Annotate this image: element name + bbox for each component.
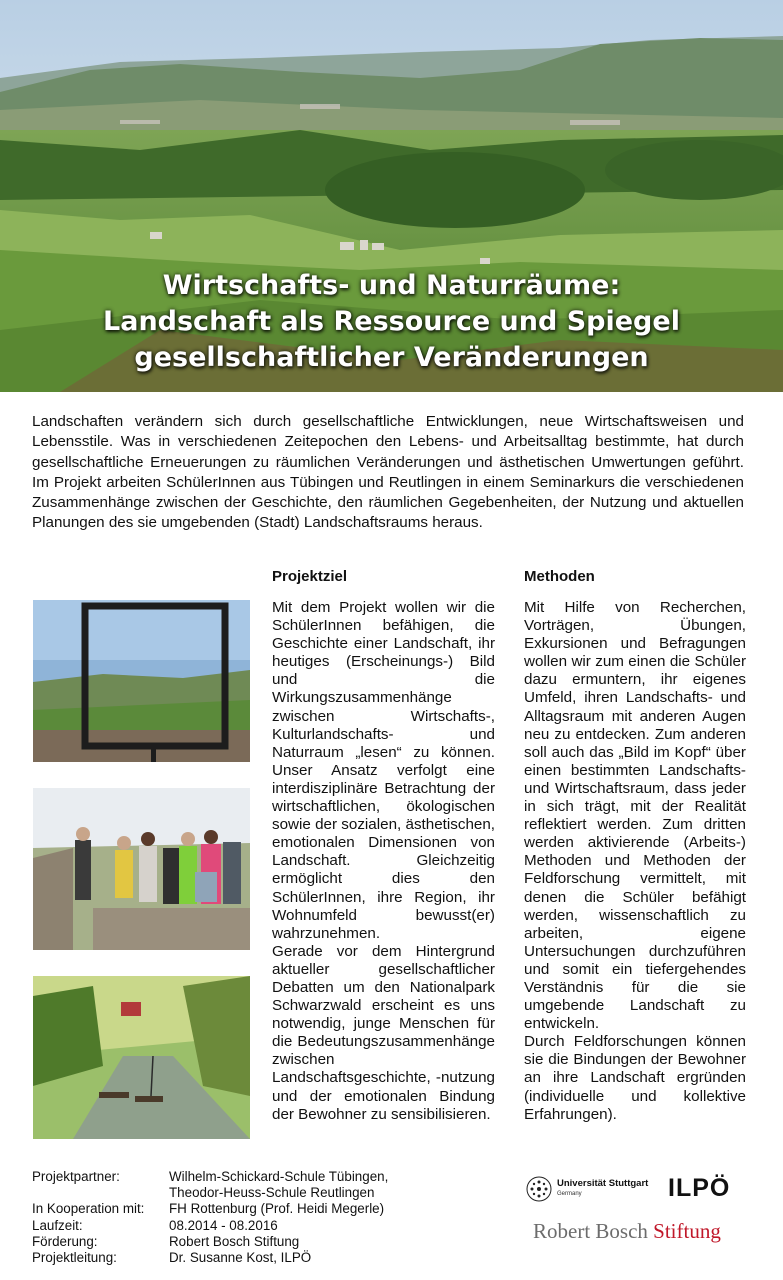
credit-row <box>32 1250 388 1266</box>
projektziel-section <box>272 567 495 1124</box>
methoden-paragraph: Durch Feldforschungen können sie die Bindungen der Bewohner an ihre Landschaft ergründen (individuelle und kollektive Erfahrungen). <box>524 1033 746 1123</box>
title-line: Landschaft als Ressource und Spiegel <box>103 306 680 337</box>
methoden-paragraph: Mit Hilfe von Recherchen, Vorträgen, Übungen, Exkursionen und Befragungen wollen wir zum einen die Schüler dazu ermuntern, ihr eigenes Umfeld, ihren Landschafts- und Alltagsraum mit anderen Augen neu zu entdecken. Zum anderen soll auch das „Bild im Kopf“ über einen bestimmten Landschafts- und Wirtschaftsraum, dass jeder in sich trägt, mit der Realität reflektiert werden. Zum dritten werden aktivierende (Arbeits-) Methoden und Methoden der Feldforschung vermittelt, mit denen die Schüler befähigt werden, wissenschaftlich zu arbeiten, eigene Untersuchungen durchzuführen und somit ein tiefergehendes Verständnis für die sie umgebende Landschaft zu entwickeln. <box>524 599 746 1033</box>
title-line: gesellschaftlicher Veränderungen <box>134 342 649 373</box>
photo-students-excursion <box>33 788 250 950</box>
credit-label <box>32 1185 169 1201</box>
credit-label: Projektpartner: <box>32 1169 120 1184</box>
photo-picture-frame <box>33 600 250 762</box>
projektziel-heading: Projektziel <box>272 568 348 585</box>
credit-row <box>32 1185 388 1201</box>
methoden-section <box>524 567 746 1124</box>
credit-value: 08.2014 - 08.2016 <box>169 1217 278 1233</box>
project-credits <box>32 1169 388 1266</box>
credit-value: Wilhelm-Schickard-Schule Tübingen, <box>169 1169 389 1184</box>
title-line: Wirtschafts- und Naturräume: <box>162 270 621 301</box>
bosch-name: Robert Bosch <box>533 1219 654 1243</box>
page-title <box>0 268 783 376</box>
credit-label: Laufzeit: <box>32 1217 83 1233</box>
credit-row <box>32 1234 388 1250</box>
credit-label: In Kooperation mit: <box>32 1201 145 1217</box>
university-stuttgart-logo <box>526 1176 648 1202</box>
university-name: Universität Stuttgart <box>557 1178 649 1189</box>
ilpo-logo: ILPÖ <box>668 1174 731 1202</box>
hero-banner <box>0 0 783 392</box>
credit-value: FH Rottenburg (Prof. Heidi Megerle) <box>169 1201 385 1217</box>
intro-text: Landschaften verändern sich durch gesellschaftliche Entwicklungen, neue Wirtschaftsweisen und Lebensstile. Was in verschiedenen Zeitepochen den Lebens- und Arbeitsalltag bestimmte, hat durch gesellschaftliche Erneuerungen zu räumlichen Veränderungen und ästhetischen Umwertungen geführt. Im Projekt arbeiten SchülerInnen aus Tübingen und Reutlingen in einem Seminarkurs die verschiedenen Zusammenhänge zwischen der Geschichte, den räumlichen Gegebenheiten, der Nutzung und aktuellen Planungen des sie umgebenden (Stadt) Landschaftsraums heraus. <box>32 413 744 532</box>
photo-river-boats <box>33 976 250 1139</box>
credit-value: Dr. Susanne Kost, ILPÖ <box>169 1250 312 1266</box>
bosch-stiftung: Stiftung <box>653 1219 721 1243</box>
credit-value: Theodor-Heuss-Schule Reutlingen <box>169 1185 375 1201</box>
credit-value: Robert Bosch Stiftung <box>169 1233 300 1249</box>
projektziel-paragraph: Gerade vor dem Hintergrund aktueller gesellschaftlicher Debatten um den Nationalpark Schwarzwald erscheint es uns notwendig, junge Menschen für die Bedeutungszusammenhänge zwischen Landschaftsgeschichte, -nutzung und der emotionalen Bindung der Bewohner zu sensibilisieren. <box>272 942 495 1123</box>
credit-label: Förderung: <box>32 1233 98 1249</box>
credit-row <box>32 1201 388 1217</box>
credit-row <box>32 1169 388 1185</box>
projektziel-paragraph: Mit dem Projekt wollen wir die SchülerInnen befähigen, die Geschichte einer Landschaft, ihr heutiges (Erscheinungs-) Bild und die Wirkungszusammenhänge zwischen Wirtschafts-, Kulturlandschafts- und Naturraum „lesen“ zu können. Unser Ansatz verfolgt eine interdisziplinäre Betrachtung der wirtschaftlichen, ökologischen sowie der sozialen, ästhetischen, emotionalen Dimensionen von Landschaft. Gleichzeitig ermöglicht dies den SchülerInnen, ihre Region, ihr Wohnumfeld bewusst(er) wahrzunehmen. <box>272 599 495 942</box>
credit-label: Projektleitung: <box>32 1250 117 1266</box>
credit-row <box>32 1218 388 1234</box>
robert-bosch-stiftung-logo <box>533 1219 721 1244</box>
university-country: Germany <box>557 1191 582 1197</box>
university-emblem-icon <box>526 1176 552 1202</box>
methoden-heading: Methoden <box>524 568 595 585</box>
